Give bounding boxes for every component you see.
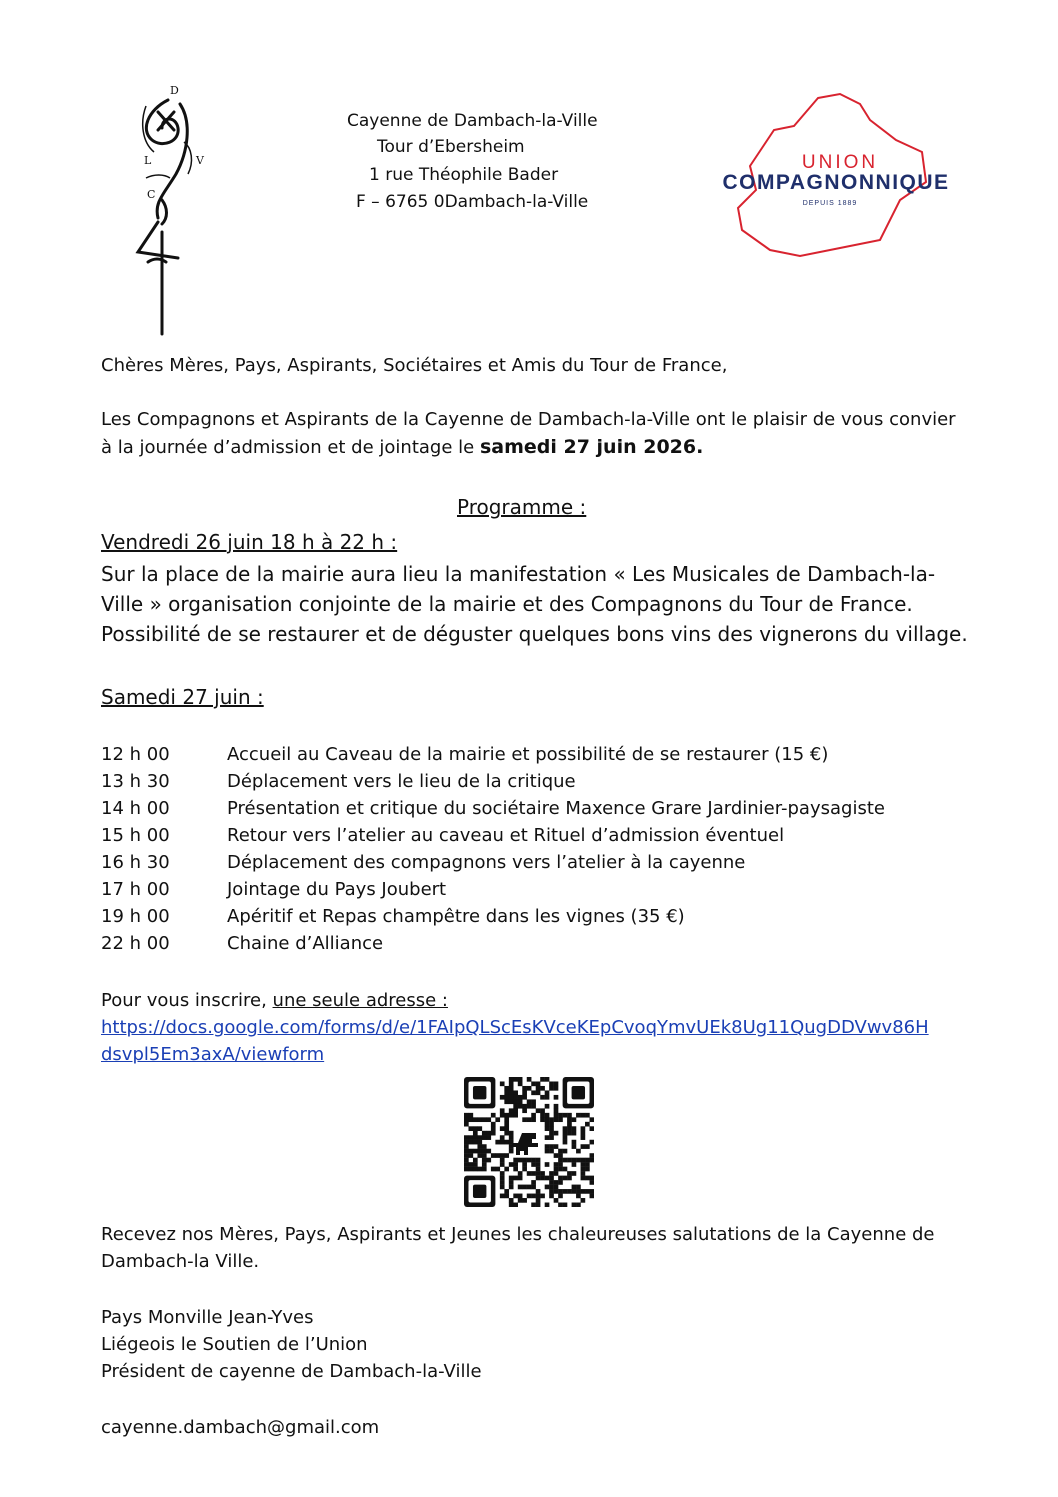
logo-compagnonnique-text: COMPAGNONNIQUE: [722, 171, 950, 194]
logo-union-text: UNION: [801, 152, 879, 173]
emblem-letter-d: D: [170, 84, 179, 97]
emblem-letter-v: V: [196, 154, 204, 167]
intro-date: samedi 27 juin 2026.: [479, 436, 704, 458]
schedule-time: 17 h 00: [101, 879, 170, 900]
schedule-time: 22 h 00: [101, 933, 170, 954]
logo-tagline-text: DEPUIS 1889: [802, 200, 858, 207]
friday-line-2: Ville » organisation conjointe de la mairie et des Compagnons du Tour de France.: [101, 592, 913, 616]
schedule-desc: Déplacement des compagnons vers l’atelier à la cayenne: [227, 852, 746, 873]
schedule-desc: Retour vers l’atelier au caveau et Rituel d’admission éventuel: [227, 825, 785, 846]
intro-line-2-text: à la journée d’admission et de jointage le: [101, 437, 480, 458]
signature-title: Liégeois le Soutien de l’Union: [101, 1334, 368, 1355]
intro-line-2: [101, 434, 703, 461]
registration-underlined: une seule adresse :: [272, 990, 448, 1011]
union-compagnonnique-logo: [690, 90, 980, 260]
schedule-time: 12 h 00: [101, 744, 170, 765]
emblem-letter-c: C: [147, 188, 156, 201]
schedule-desc: Chaine d’Alliance: [227, 933, 384, 954]
friday-line-3: Possibilité de se restaurer et de déguster quelques bons vins des vignerons du village.: [101, 622, 968, 646]
address-line-3: 1 rue Théophile Bader: [369, 165, 559, 185]
registration-qr-code[interactable]: [464, 1077, 594, 1207]
signature-name: Pays Monville Jean-Yves: [101, 1307, 314, 1328]
cayenne-emblem-logo: [118, 82, 228, 338]
emblem-letter-l: L: [144, 154, 152, 167]
closing-line-1: Recevez nos Mères, Pays, Aspirants et Jeunes les chaleureuses salutations de la Cayenne de: [101, 1224, 935, 1245]
closing-line-2: Dambach-la Ville.: [101, 1251, 260, 1272]
friday-line-1: Sur la place de la mairie aura lieu la manifestation « Les Musicales de Dambach-la-: [101, 562, 936, 586]
schedule-time: 16 h 30: [101, 852, 170, 873]
programme-title: Programme :: [457, 495, 587, 519]
contact-email: cayenne.dambach@gmail.com: [101, 1417, 380, 1438]
schedule-desc: Apéritif et Repas champêtre dans les vignes (35 €): [227, 906, 685, 927]
registration-line: [101, 987, 448, 1014]
registration-url-line-1[interactable]: https://docs.google.com/forms/d/e/1FAIpQLScEsKVceKEpCvoqYmvUEk8Ug11QugDDVwv86H: [101, 1017, 929, 1038]
schedule-desc: Accueil au Caveau de la mairie et possibilité de se restaurer (15 €): [227, 744, 829, 765]
schedule-time: 19 h 00: [101, 906, 170, 927]
saturday-heading: Samedi 27 juin :: [101, 685, 264, 709]
address-line-4: F – 6765 0Dambach-la-Ville: [356, 192, 589, 212]
registration-url-line-2[interactable]: dsvpl5Em3axA/viewform: [101, 1044, 325, 1065]
schedule-time: 13 h 30: [101, 771, 170, 792]
schedule-desc: Jointage du Pays Joubert: [227, 879, 447, 900]
greeting: Chères Mères, Pays, Aspirants, Sociétaires et Amis du Tour de France,: [101, 355, 728, 376]
schedule-time: 14 h 00: [101, 798, 170, 819]
signature-role: Président de cayenne de Dambach-la-Ville: [101, 1361, 482, 1382]
intro-line-1: Les Compagnons et Aspirants de la Cayenne de Dambach-la-Ville ont le plaisir de vous convier: [101, 409, 956, 430]
schedule-time: 15 h 00: [101, 825, 170, 846]
schedule-desc: Déplacement vers le lieu de la critique: [227, 771, 576, 792]
friday-heading: Vendredi 26 juin 18 h à 22 h :: [101, 530, 398, 554]
schedule-desc: Présentation et critique du sociétaire Maxence Grare Jardinier-paysagiste: [227, 798, 885, 819]
registration-prefix: Pour vous inscrire,: [101, 990, 273, 1011]
address-line-2: Tour d’Ebersheim: [377, 137, 525, 157]
address-line-1: Cayenne de Dambach-la-Ville: [347, 111, 598, 131]
